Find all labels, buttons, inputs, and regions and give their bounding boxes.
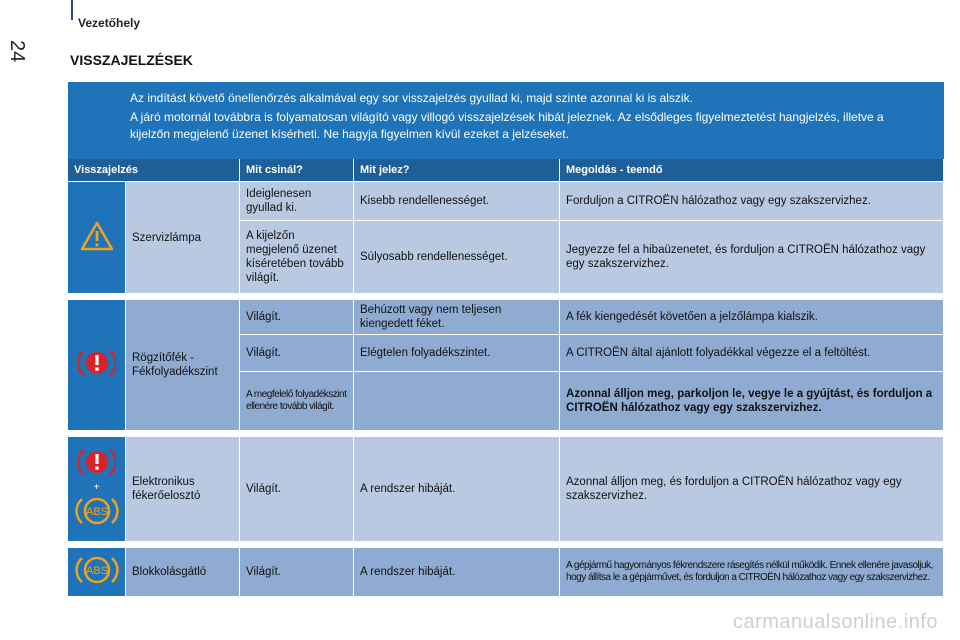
brake-warning-icon	[78, 445, 116, 479]
meaning-cell: Súlyosabb rendellenességet.	[354, 221, 560, 294]
action-cell: A kijelzőn megjelenő üzenet kíséretében tovább világít.	[240, 221, 354, 294]
meaning-cell: Kisebb rendellenességet.	[354, 182, 560, 221]
column-header: Visszajelzés	[68, 159, 240, 182]
solution-cell: A fék kiengedését követően a jelzőlámpa kialszik.	[560, 300, 944, 335]
page-title: VISSZAJELZÉSEK	[70, 52, 193, 68]
page-number: 24	[6, 40, 28, 63]
watermark: carmanualsonline.info	[732, 611, 938, 633]
plus-sign: +	[93, 482, 100, 493]
table-row	[68, 437, 944, 542]
table-row	[68, 300, 944, 335]
solution-cell: Jegyezze fel a hibaüzenetet, és forduljon a CITROËN hálózathoz vagy egy szakszervizhez.	[560, 221, 944, 294]
section-header: Vezetőhely	[78, 16, 141, 30]
intro-box	[68, 82, 944, 159]
table-header-row	[68, 159, 944, 182]
action-cell: Világít.	[240, 548, 354, 597]
meaning-cell: A rendszer hibáját.	[354, 548, 560, 597]
table-row	[68, 548, 944, 597]
action-cell: Világít.	[240, 335, 354, 372]
action-cell: Világít.	[240, 300, 354, 335]
indicator-name: Elektronikus fékerőelosztó	[126, 437, 240, 542]
side-rule	[71, 0, 73, 20]
table-row	[68, 182, 944, 221]
solution-cell: A gépjármű hagyományos fékrendszere rásegítés nélkül működik. Ennek ellenére javasoljuk, hogy állítsa le a gépjárművet, és forduljon a CITROËN hálózathoz vagy egy szakszervizhez.	[560, 548, 944, 597]
action-cell: A megfelelő folyadékszint ellenére tovább világít.	[240, 372, 354, 431]
meaning-cell	[354, 372, 560, 431]
brake-abs-icon	[68, 437, 126, 542]
service-warning-icon	[68, 182, 126, 294]
solution-cell: Forduljon a CITROËN hálózathoz vagy egy szakszervizhez.	[560, 182, 944, 221]
brake-warning-icon	[68, 300, 126, 431]
meaning-cell: A rendszer hibáját.	[354, 437, 560, 542]
column-header: Mit jelez?	[354, 159, 560, 182]
indicator-name: Szervizlámpa	[126, 182, 240, 294]
solution-cell: Azonnal álljon meg, parkoljon le, vegye le a gyújtást, és forduljon a CITROËN hálózathoz vagy egy szakszervizhez.	[560, 372, 944, 431]
action-cell: Ideiglenesen gyullad ki.	[240, 182, 354, 221]
warning-lights-table	[68, 159, 944, 597]
abs-icon	[68, 548, 126, 597]
intro-paragraph-2: A járó motornál továbbra is folyamatosan világító vagy villogó visszajelzések hibát jeleznek. Az elsődleges figyelmeztetést hangjelzés, illetve a kijelzőn megjelenő üzenet kísérheti. Ne hagyja figyelmen kívül ezeket a jelzéseket.	[130, 110, 884, 141]
column-header: Megoldás - teendő	[560, 159, 944, 182]
solution-cell: Azonnal álljon meg, és forduljon a CITROËN hálózathoz vagy egy szakszervizhez.	[560, 437, 944, 542]
abs-icon	[75, 493, 119, 529]
column-header: Mit csinál?	[240, 159, 354, 182]
intro-paragraph-1: Az indítást követő önellenőrzés alkalmával egy sor visszajelzés gyullad ki, majd szinte azonnal ki is alszik.	[130, 91, 693, 105]
indicator-name: Blokkolásgátló	[126, 548, 240, 597]
meaning-cell: Elégtelen folyadékszintet.	[354, 335, 560, 372]
action-cell: Világít.	[240, 437, 354, 542]
indicator-name: Rögzítőfék - Fékfolyadékszint	[126, 300, 240, 431]
svg-text:ABS: ABS	[85, 506, 108, 518]
solution-cell: A CITROËN által ajánlott folyadékkal végezze el a feltöltést.	[560, 335, 944, 372]
meaning-cell: Behúzott vagy nem teljesen kiengedett féket.	[354, 300, 560, 335]
svg-text:ABS: ABS	[85, 565, 108, 577]
